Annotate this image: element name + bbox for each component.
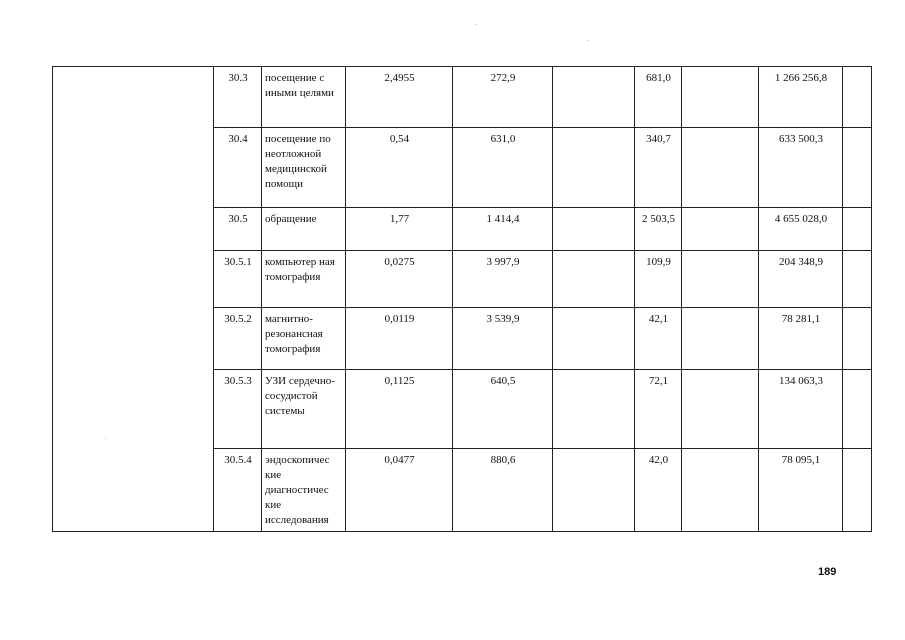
empty-cell bbox=[843, 251, 872, 308]
per-capita-amount: 42,1 bbox=[635, 308, 682, 370]
total-amount: 633 500,3 bbox=[759, 128, 843, 208]
merged-first-column-cell bbox=[53, 67, 214, 532]
service-name: магнитно-резонансная томография bbox=[262, 308, 346, 370]
service-name: обращение bbox=[262, 208, 346, 251]
empty-cell bbox=[843, 67, 872, 128]
empty-cell bbox=[553, 370, 635, 449]
total-amount: 134 063,3 bbox=[759, 370, 843, 449]
total-amount: 1 266 256,8 bbox=[759, 67, 843, 128]
scan-speck bbox=[105, 438, 106, 439]
empty-cell bbox=[553, 308, 635, 370]
empty-cell bbox=[553, 67, 635, 128]
total-amount: 204 348,9 bbox=[759, 251, 843, 308]
volume-norm: 2,4955 bbox=[346, 67, 453, 128]
volume-norm: 0,0119 bbox=[346, 308, 453, 370]
per-capita-amount: 72,1 bbox=[635, 370, 682, 449]
row-number: 30.5.2 bbox=[214, 308, 262, 370]
service-name: УЗИ сердечно-сосудистой системы bbox=[262, 370, 346, 449]
total-amount: 78 095,1 bbox=[759, 449, 843, 532]
empty-cell bbox=[843, 128, 872, 208]
cost-norm: 3 997,9 bbox=[453, 251, 553, 308]
empty-cell bbox=[843, 308, 872, 370]
service-name: посещение по неотложной медицинской помощи bbox=[262, 128, 346, 208]
volume-norm: 0,54 bbox=[346, 128, 453, 208]
volume-norm: 0,0275 bbox=[346, 251, 453, 308]
empty-cell bbox=[553, 208, 635, 251]
per-capita-amount: 681,0 bbox=[635, 67, 682, 128]
cost-norm: 631,0 bbox=[453, 128, 553, 208]
row-number: 30.5.1 bbox=[214, 251, 262, 308]
row-number: 30.5 bbox=[214, 208, 262, 251]
page-number: 189 bbox=[818, 566, 837, 578]
per-capita-amount: 340,7 bbox=[635, 128, 682, 208]
service-name: эндоскопичес кие диагностичес кие исследования bbox=[262, 449, 346, 532]
empty-cell bbox=[553, 251, 635, 308]
per-capita-amount: 2 503,5 bbox=[635, 208, 682, 251]
cost-norm: 880,6 bbox=[453, 449, 553, 532]
volume-norm: 0,1125 bbox=[346, 370, 453, 449]
empty-cell bbox=[682, 67, 759, 128]
scan-speck bbox=[476, 24, 477, 25]
empty-cell bbox=[843, 449, 872, 532]
empty-cell bbox=[553, 128, 635, 208]
cost-norm: 272,9 bbox=[453, 67, 553, 128]
table-row bbox=[53, 67, 872, 128]
empty-cell bbox=[682, 449, 759, 532]
row-number: 30.4 bbox=[214, 128, 262, 208]
empty-cell bbox=[682, 251, 759, 308]
per-capita-amount: 42,0 bbox=[635, 449, 682, 532]
empty-cell bbox=[843, 208, 872, 251]
row-number: 30.5.4 bbox=[214, 449, 262, 532]
volume-norm: 1,77 bbox=[346, 208, 453, 251]
cost-norm: 3 539,9 bbox=[453, 308, 553, 370]
service-name: посещение с иными целями bbox=[262, 67, 346, 128]
empty-cell bbox=[682, 208, 759, 251]
empty-cell bbox=[843, 370, 872, 449]
row-number: 30.3 bbox=[214, 67, 262, 128]
empty-cell bbox=[682, 128, 759, 208]
per-capita-amount: 109,9 bbox=[635, 251, 682, 308]
total-amount: 4 655 028,0 bbox=[759, 208, 843, 251]
row-number: 30.5.3 bbox=[214, 370, 262, 449]
service-name: компьютер ная томография bbox=[262, 251, 346, 308]
cost-norm: 1 414,4 bbox=[453, 208, 553, 251]
empty-cell bbox=[553, 449, 635, 532]
tariff-table bbox=[52, 66, 872, 532]
empty-cell bbox=[682, 308, 759, 370]
empty-cell bbox=[682, 370, 759, 449]
cost-norm: 640,5 bbox=[453, 370, 553, 449]
total-amount: 78 281,1 bbox=[759, 308, 843, 370]
volume-norm: 0,0477 bbox=[346, 449, 453, 532]
scan-speck bbox=[588, 40, 589, 41]
